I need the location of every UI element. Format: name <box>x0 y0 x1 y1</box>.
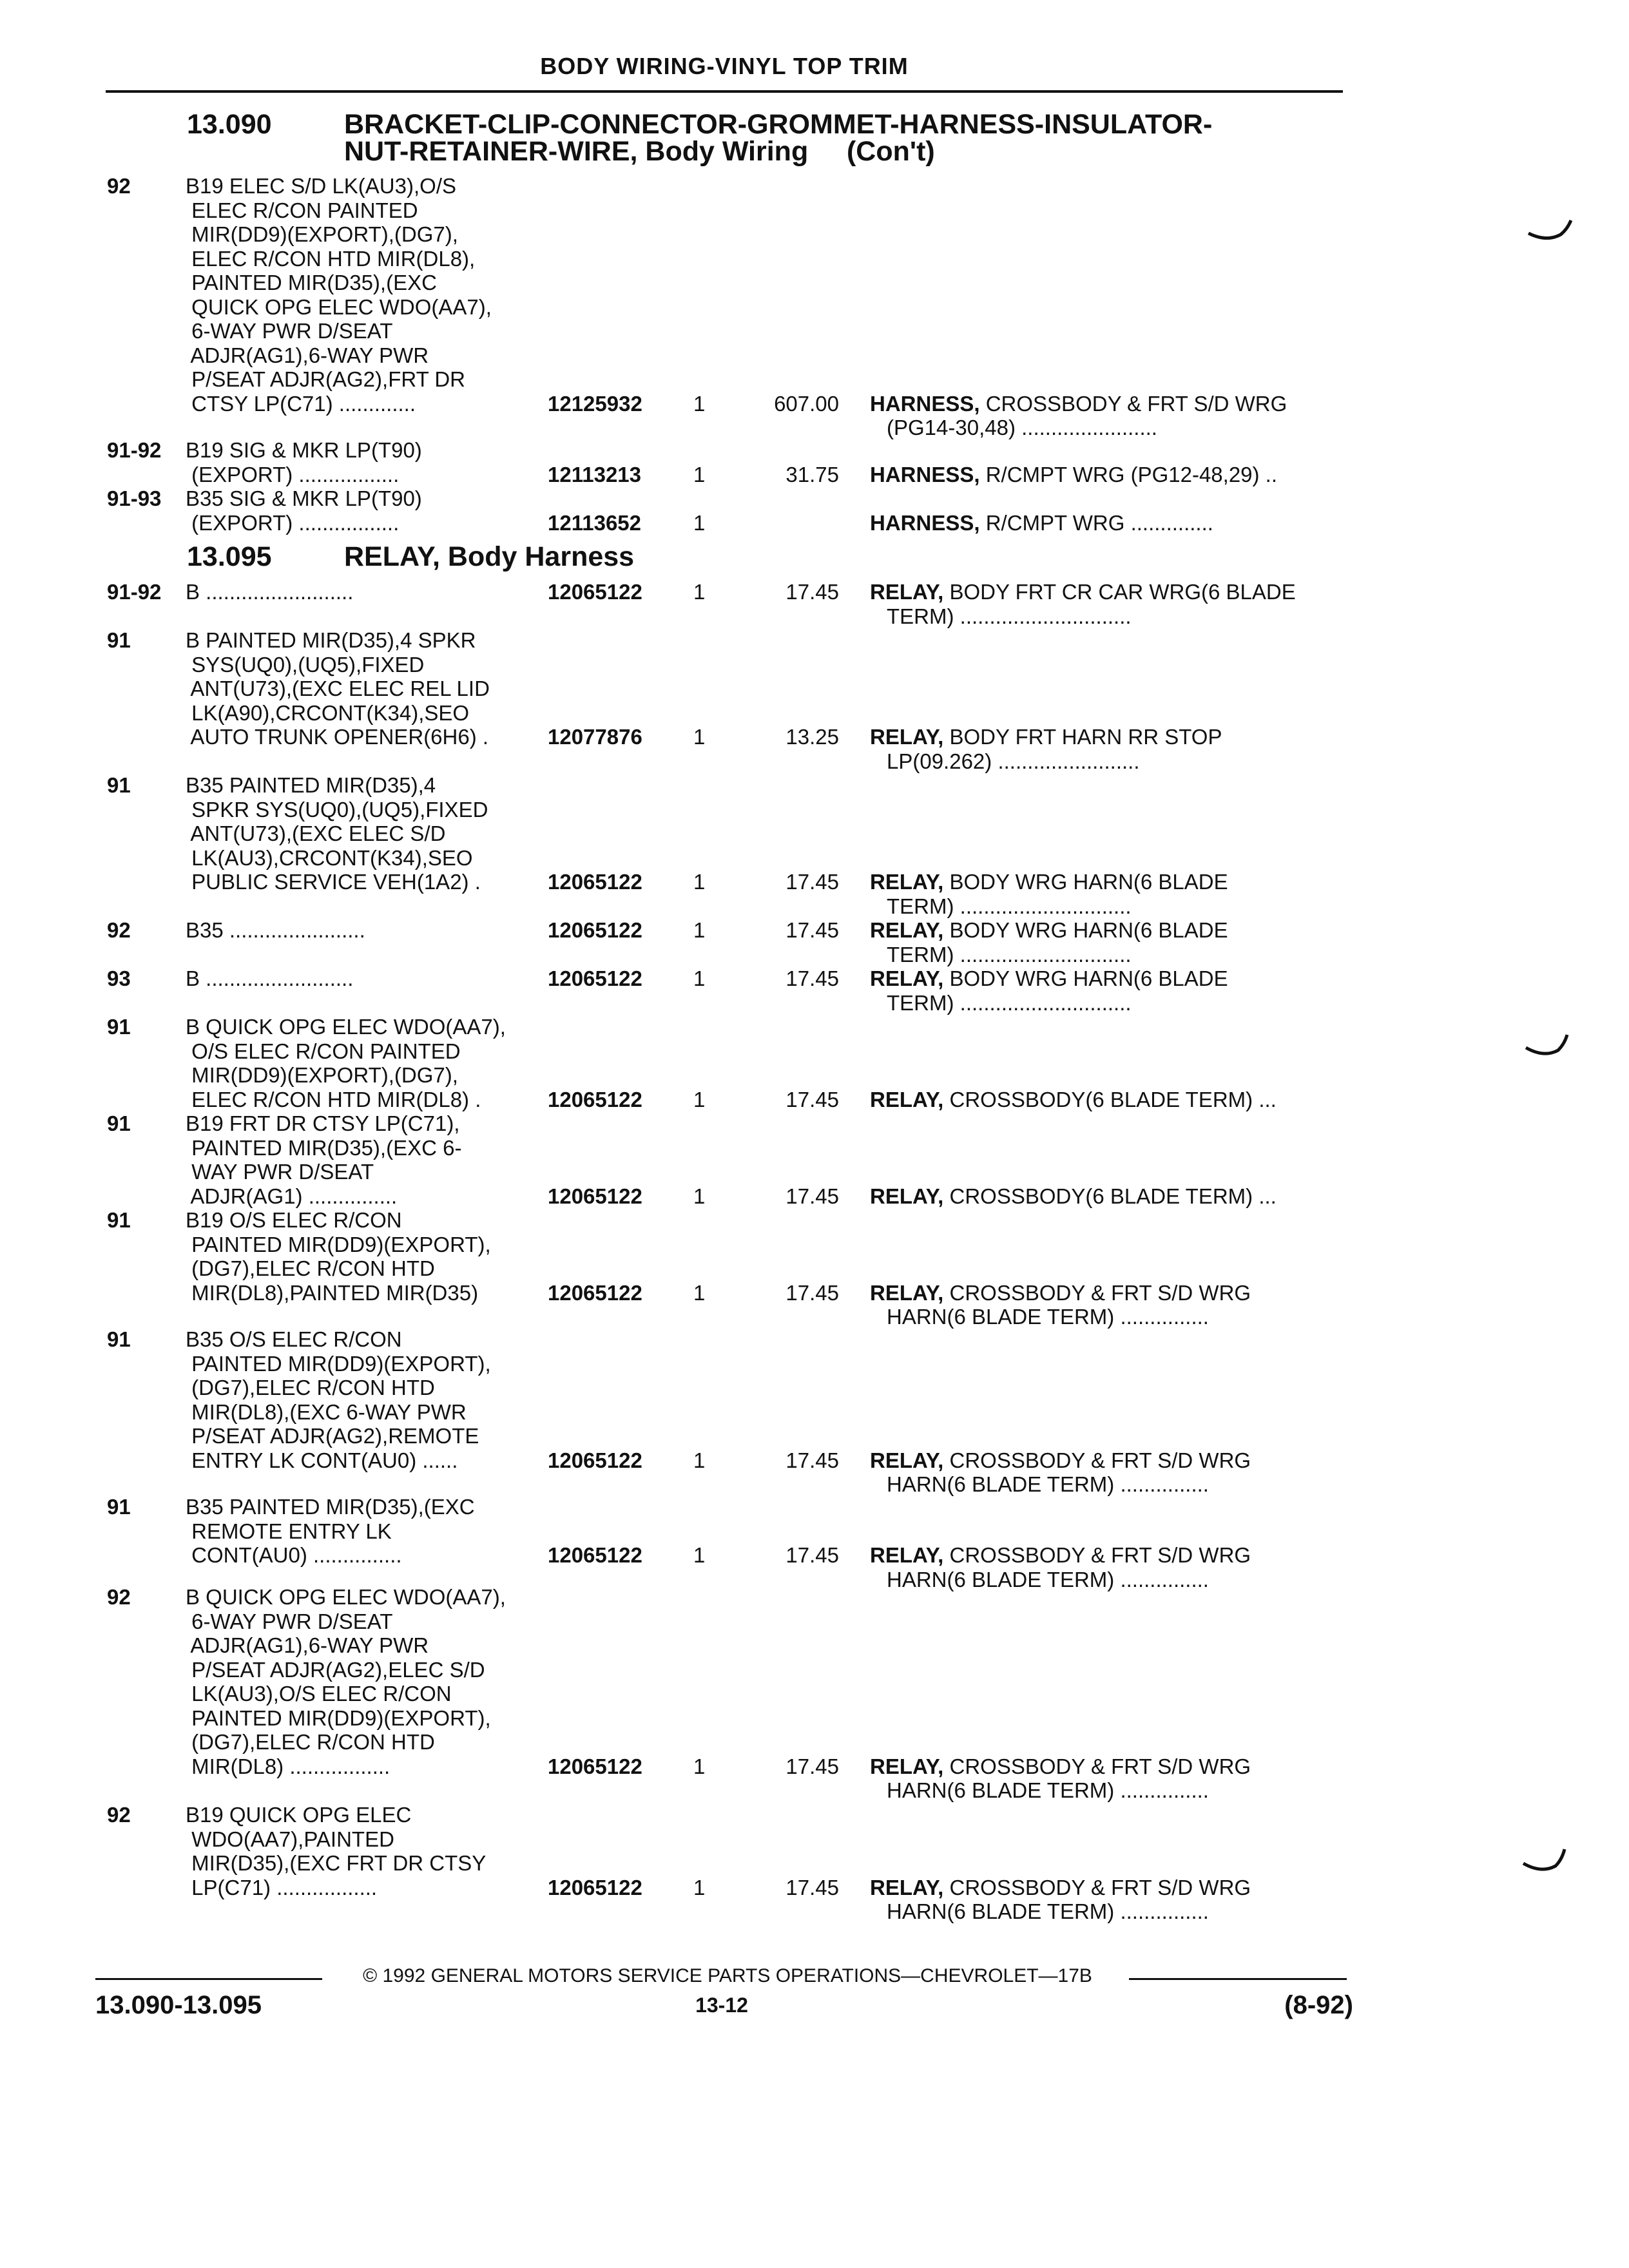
quantity: 1 <box>693 1087 706 1111</box>
part-number: 12077876 <box>548 725 642 749</box>
usage-description-line: SYS(UQ0),(UQ5),FIXED <box>186 652 425 677</box>
part-name-continuation: TERM) ............................. <box>887 894 1132 918</box>
usage-description-line: QUICK OPG ELEC WDO(AA7), <box>186 294 492 319</box>
quantity: 1 <box>693 462 706 486</box>
section-continued: (Con't) <box>846 136 935 167</box>
part-number: 12065122 <box>548 1875 642 1899</box>
part-name-detail: CROSSBODY & FRT S/D WRG <box>943 1875 1251 1899</box>
part-name-keyword: RELAY, <box>870 1280 944 1305</box>
usage-description-line: (DG7),ELEC R/CON HTD <box>186 1376 435 1399</box>
price: 17.45 <box>786 1280 839 1305</box>
usage-description-line: B19 SIG & MKR LP(T90) <box>186 438 422 462</box>
part-name-continuation: TERM) ............................. <box>887 990 1132 1015</box>
part-name <box>870 1088 1347 1112</box>
usage-description-line: ELEC R/CON PAINTED <box>186 198 418 222</box>
footer-section-range: 13.090-13.095 <box>95 1991 262 2019</box>
part-name-detail: BODY FRT CR CAR WRG(6 BLADE <box>943 580 1296 604</box>
usage-description-line: B35 O/S ELEC R/CON <box>186 1327 402 1351</box>
usage-description-line: B QUICK OPG ELEC WDO(AA7), <box>186 1015 506 1039</box>
price: 607.00 <box>774 391 839 416</box>
part-name <box>870 1448 1347 1473</box>
usage-description-line: O/S ELEC R/CON PAINTED <box>186 1039 461 1063</box>
model-years: 91-93 <box>107 486 162 510</box>
part-number: 12065122 <box>548 1184 642 1208</box>
usage-description-line: MIR(DL8) ................. <box>186 1754 390 1778</box>
usage-description-line: (DG7),ELEC R/CON HTD <box>186 1730 435 1754</box>
price: 13.25 <box>786 725 839 749</box>
part-name-detail: BODY WRG HARN(6 BLADE <box>943 966 1228 990</box>
part-name-continuation: HARN(6 BLADE TERM) ............... <box>887 1778 1209 1802</box>
part-number: 12065122 <box>548 1087 642 1111</box>
part-number: 12065122 <box>548 966 642 990</box>
usage-description-line: P/SEAT ADJR(AG2),ELEC S/D <box>186 1657 485 1682</box>
usage-description-line: LP(C71) ................. <box>186 1875 378 1899</box>
revision-date: (8-92) <box>1284 1991 1353 2019</box>
part-name-keyword: RELAY, <box>870 918 944 942</box>
quantity: 1 <box>693 1448 706 1472</box>
price: 17.45 <box>786 1754 839 1778</box>
usage-description-line: PAINTED MIR(D35),(EXC 6- <box>186 1135 462 1160</box>
part-name-detail: R/CMPT WRG (PG12-48,29) .. <box>979 462 1278 486</box>
usage-description-line: AUTO TRUNK OPENER(6H6) . <box>186 725 489 749</box>
quantity: 1 <box>693 870 706 894</box>
price: 17.45 <box>786 966 839 990</box>
part-number: 12065122 <box>548 1754 642 1778</box>
usage-description-line: ENTRY LK CONT(AU0) ...... <box>186 1448 458 1472</box>
usage-description-line: PAINTED MIR(DD9)(EXPORT), <box>186 1706 491 1730</box>
part-number: 12113213 <box>548 462 642 486</box>
model-years: 91 <box>107 1495 131 1519</box>
usage-description-line: REMOTE ENTRY LK <box>186 1519 392 1543</box>
part-name-continuation: LP(09.262) ........................ <box>887 749 1140 773</box>
model-years: 93 <box>107 966 131 990</box>
model-years: 92 <box>107 1585 131 1609</box>
usage-description-line: PUBLIC SERVICE VEH(1A2) . <box>186 870 481 894</box>
part-name-keyword: HARNESS, <box>870 391 980 416</box>
part-name-detail: BODY WRG HARN(6 BLADE <box>943 870 1228 894</box>
part-name-keyword: HARNESS, <box>870 510 980 535</box>
section-heading-13-090 <box>187 111 1212 165</box>
quantity: 1 <box>693 1280 706 1305</box>
usage-description-line: B ......................... <box>186 580 354 604</box>
usage-description-line: WAY PWR D/SEAT <box>186 1160 374 1184</box>
part-name-detail: CROSSBODY & FRT S/D WRG <box>943 1543 1251 1567</box>
price: 17.45 <box>786 870 839 894</box>
usage-description-line: 6-WAY PWR D/SEAT <box>186 1609 393 1633</box>
model-years: 92 <box>107 174 131 198</box>
usage-description-line: B19 QUICK OPG ELEC <box>186 1803 412 1827</box>
usage-description-line: PAINTED MIR(DD9)(EXPORT), <box>186 1351 491 1376</box>
usage-description-line: LK(AU3),CRCONT(K34),SEO <box>186 845 473 870</box>
footer-rule-right <box>1129 1978 1347 1980</box>
usage-description-line: P/SEAT ADJR(AG2),REMOTE <box>186 1424 479 1448</box>
usage-description-line: B19 O/S ELEC R/CON <box>186 1208 402 1232</box>
part-name-keyword: RELAY, <box>870 966 944 990</box>
usage-description-line: ADJR(AG1),6-WAY PWR <box>186 1633 429 1657</box>
model-years: 91 <box>107 1208 131 1232</box>
usage-description-line: WDO(AA7),PAINTED <box>186 1827 394 1851</box>
page-title: BODY WIRING-VINYL TOP TRIM <box>540 53 909 79</box>
quantity: 1 <box>693 1875 706 1899</box>
quantity: 1 <box>693 918 706 942</box>
part-name-keyword: RELAY, <box>870 1184 944 1208</box>
part-number: 12065122 <box>548 580 642 604</box>
price: 17.45 <box>786 1448 839 1472</box>
quantity: 1 <box>693 391 706 416</box>
model-years: 91 <box>107 1327 131 1351</box>
quantity: 1 <box>693 966 706 990</box>
part-name <box>870 725 1347 749</box>
usage-description-line: (EXPORT) ................. <box>186 510 400 535</box>
part-number: 12065122 <box>548 870 642 894</box>
part-number: 12065122 <box>548 1448 642 1472</box>
model-years: 91 <box>107 1015 131 1039</box>
usage-description-line: B19 ELEC S/D LK(AU3),O/S <box>186 174 456 198</box>
part-name <box>870 392 1347 416</box>
price: 17.45 <box>786 1087 839 1111</box>
model-years: 92 <box>107 918 131 942</box>
part-name-keyword: RELAY, <box>870 870 944 894</box>
usage-description-line: B PAINTED MIR(D35),4 SPKR <box>186 628 476 652</box>
margin-check-mark-icon <box>1522 1848 1567 1874</box>
usage-description-line: ELEC R/CON HTD MIR(DL8), <box>186 246 476 271</box>
price: 17.45 <box>786 1184 839 1208</box>
part-name-keyword: RELAY, <box>870 1754 944 1778</box>
section-title-line2 <box>187 138 1212 165</box>
margin-check-mark-icon <box>1525 1032 1570 1058</box>
usage-description-line: LK(AU3),O/S ELEC R/CON <box>186 1682 452 1706</box>
model-years: 91 <box>107 773 131 797</box>
usage-description-line: (DG7),ELEC R/CON HTD <box>186 1256 435 1280</box>
usage-description-line: ANT(U73),(EXC ELEC S/D <box>186 822 446 845</box>
usage-description-line: ADJR(AG1),6-WAY PWR <box>186 343 429 367</box>
model-years: 91-92 <box>107 580 162 604</box>
part-name-keyword: RELAY, <box>870 580 944 604</box>
part-name <box>870 1184 1347 1209</box>
usage-description-line: B35 SIG & MKR LP(T90) <box>186 486 422 510</box>
model-years: 91-92 <box>107 438 162 462</box>
part-name <box>870 870 1347 894</box>
part-name <box>870 1281 1347 1305</box>
usage-description-line: MIR(DD9)(EXPORT),(DG7), <box>186 1063 458 1087</box>
price: 31.75 <box>786 462 839 486</box>
usage-description-line: SPKR SYS(UQ0),(UQ5),FIXED <box>186 797 488 822</box>
part-name <box>870 1754 1347 1779</box>
section-number: 13.095 <box>187 541 272 572</box>
section-title-line1: RELAY, Body Harness <box>344 541 635 572</box>
section-title-line1: BRACKET-CLIP-CONNECTOR-GROMMET-HARNESS-INSULATOR- <box>344 109 1213 140</box>
part-name-continuation: HARN(6 BLADE TERM) ............... <box>887 1472 1209 1496</box>
usage-description-line: B QUICK OPG ELEC WDO(AA7), <box>186 1585 506 1609</box>
usage-description-line: B35 PAINTED MIR(D35),(EXC <box>186 1495 475 1519</box>
model-years: 92 <box>107 1803 131 1827</box>
usage-description-line: P/SEAT ADJR(AG2),FRT DR <box>186 367 465 391</box>
part-name <box>870 1543 1347 1568</box>
part-name-detail: CROSSBODY & FRT S/D WRG <box>943 1448 1251 1472</box>
price: 17.45 <box>786 1875 839 1899</box>
part-name-detail: CROSSBODY(6 BLADE TERM) ... <box>943 1087 1277 1111</box>
quantity: 1 <box>693 510 706 535</box>
part-number: 12065122 <box>548 1543 642 1567</box>
part-name-continuation: HARN(6 BLADE TERM) ............... <box>887 1567 1209 1591</box>
usage-description-line: CTSY LP(C71) ............. <box>186 391 416 416</box>
usage-description-line: MIR(DD9)(EXPORT),(DG7), <box>186 222 458 246</box>
margin-check-mark-icon <box>1527 216 1572 242</box>
quantity: 1 <box>693 725 706 749</box>
part-number: 12065122 <box>548 918 642 942</box>
part-name <box>870 511 1347 535</box>
usage-description-line: LK(A90),CRCONT(K34),SEO <box>186 700 470 725</box>
usage-description-line: ELEC R/CON HTD MIR(DL8) . <box>186 1087 481 1111</box>
part-name-continuation: HARN(6 BLADE TERM) ............... <box>887 1899 1209 1923</box>
price: 17.45 <box>786 580 839 604</box>
part-number: 12065122 <box>548 1280 642 1305</box>
usage-description-line: MIR(D35),(EXC FRT DR CTSY <box>186 1851 487 1875</box>
usage-description-line: PAINTED MIR(D35),(EXC <box>186 271 437 294</box>
part-name-detail: BODY FRT HARN RR STOP <box>943 725 1222 749</box>
part-name <box>870 1876 1347 1900</box>
part-name-keyword: RELAY, <box>870 1448 944 1472</box>
part-name-detail: CROSSBODY(6 BLADE TERM) ... <box>943 1184 1277 1208</box>
part-name-detail: BODY WRG HARN(6 BLADE <box>943 918 1228 942</box>
part-name-keyword: HARNESS, <box>870 462 980 486</box>
part-name <box>870 966 1347 991</box>
part-name-keyword: RELAY, <box>870 1087 944 1111</box>
price: 17.45 <box>786 918 839 942</box>
usage-description-line: B ......................... <box>186 966 354 990</box>
header-rule <box>106 90 1343 93</box>
part-name <box>870 918 1347 943</box>
footer-rule-left <box>95 1978 322 1980</box>
usage-description-line: MIR(DL8),PAINTED MIR(D35) <box>186 1280 479 1305</box>
page-number: 13-12 <box>695 1994 748 2017</box>
usage-description-line: CONT(AU0) ............... <box>186 1543 402 1567</box>
quantity: 1 <box>693 580 706 604</box>
section-title-text: NUT-RETAINER-WIRE, Body Wiring <box>344 136 809 167</box>
section-number: 13.090 <box>187 109 272 140</box>
model-years: 91 <box>107 628 131 652</box>
part-name-detail: CROSSBODY & FRT S/D WRG <box>979 391 1287 416</box>
part-name-detail: CROSSBODY & FRT S/D WRG <box>943 1754 1251 1778</box>
quantity: 1 <box>693 1184 706 1208</box>
quantity: 1 <box>693 1754 706 1778</box>
usage-description-line: ANT(U73),(EXC ELEC REL LID <box>186 677 490 700</box>
usage-description-line: ADJR(AG1) ............... <box>186 1184 398 1208</box>
part-name <box>870 580 1347 604</box>
usage-description-line: MIR(DL8),(EXC 6-WAY PWR <box>186 1399 467 1424</box>
part-name-continuation: HARN(6 BLADE TERM) ............... <box>887 1305 1209 1329</box>
usage-description-line: B35 PAINTED MIR(D35),4 <box>186 773 436 797</box>
usage-description-line: B35 ....................... <box>186 918 365 942</box>
part-name-keyword: RELAY, <box>870 1543 944 1567</box>
part-name-continuation: TERM) ............................. <box>887 604 1132 628</box>
price: 17.45 <box>786 1543 839 1567</box>
usage-description-line: PAINTED MIR(DD9)(EXPORT), <box>186 1232 491 1256</box>
part-name <box>870 463 1347 487</box>
part-name-keyword: RELAY, <box>870 725 944 749</box>
part-number: 12125932 <box>548 391 642 416</box>
quantity: 1 <box>693 1543 706 1567</box>
part-number: 12113652 <box>548 510 642 535</box>
section-heading-13-095 <box>187 543 634 570</box>
usage-description-line: 6-WAY PWR D/SEAT <box>186 319 393 343</box>
part-name-keyword: RELAY, <box>870 1875 944 1899</box>
copyright-notice: © 1992 GENERAL MOTORS SERVICE PARTS OPERATIONS—CHEVROLET—17B <box>363 1965 1092 1986</box>
usage-description-line: (EXPORT) ................. <box>186 462 400 486</box>
model-years: 91 <box>107 1111 131 1135</box>
part-name-continuation: (PG14-30,48) ....................... <box>887 416 1157 439</box>
part-name-continuation: TERM) ............................. <box>887 942 1132 966</box>
part-name-detail: CROSSBODY & FRT S/D WRG <box>943 1280 1251 1305</box>
part-name-detail: R/CMPT WRG .............. <box>979 510 1213 535</box>
usage-description-line: B19 FRT DR CTSY LP(C71), <box>186 1111 460 1135</box>
